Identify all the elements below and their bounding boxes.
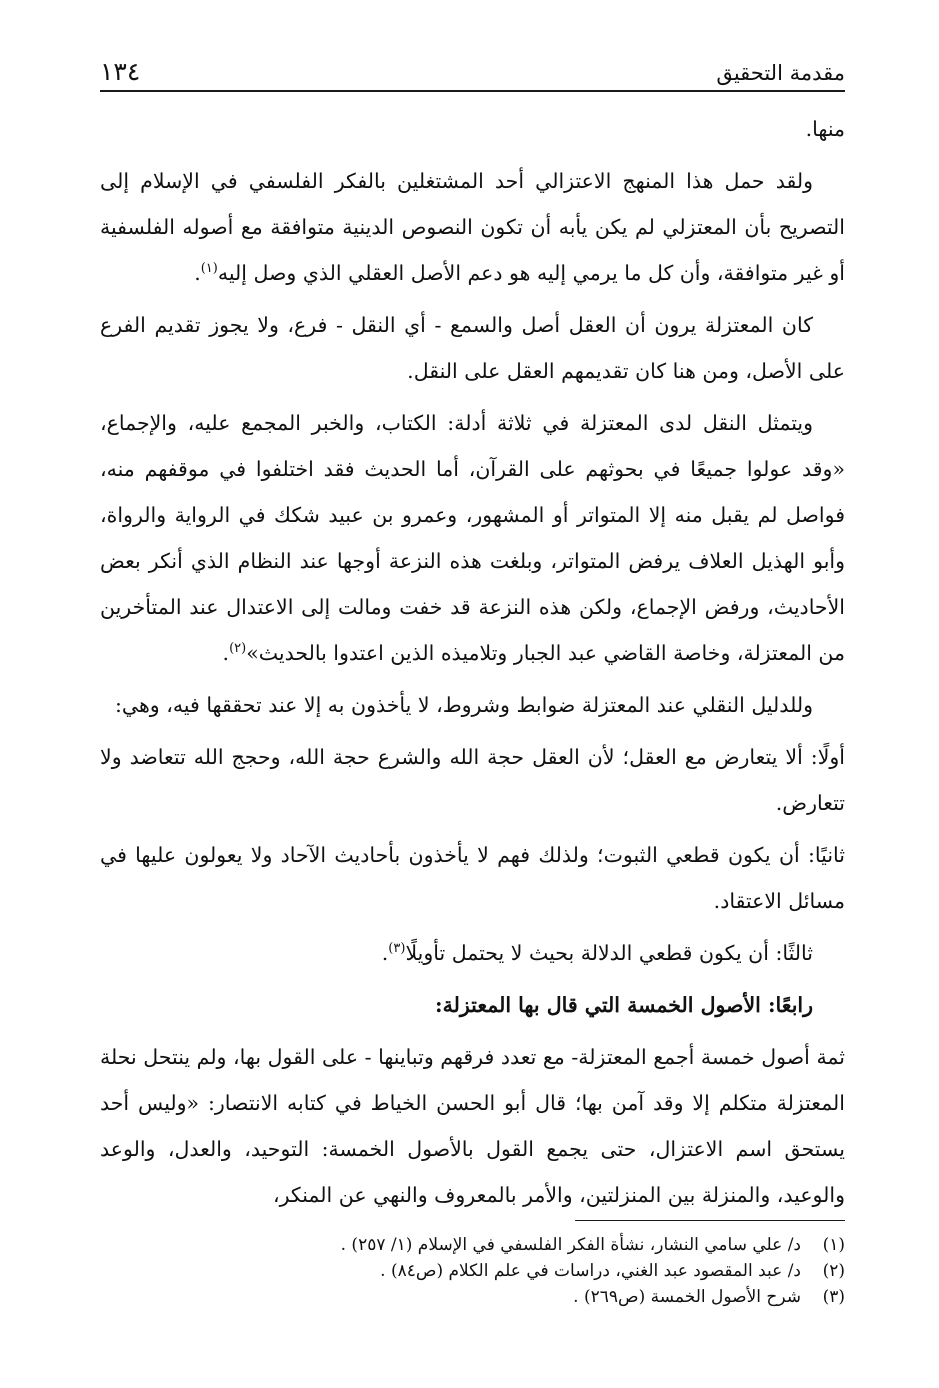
footnote (100, 1232, 845, 1258)
footnote-text: شرح الأصول الخمسة (ص٢٦٩) . (573, 1287, 801, 1307)
running-section-title: مقدمة التحقيق (716, 61, 845, 85)
paragraph: وللدليل النقلي عند المعتزلة ضوابط وشروط، لا يأخذون به إلا عند تحققها فيه، وهي: (114, 693, 813, 717)
footnote (100, 1284, 845, 1310)
footnote-marker: (٣) (822, 1287, 845, 1307)
paragraph: منها. (805, 117, 845, 141)
paragraph: أولًا: ألا يتعارض مع العقل؛ لأن العقل حجة الله والشرع حجة الله، وحجج الله تتعاضد ولا تتعارض. (100, 745, 845, 815)
paragraph: ثمة أصول خمسة أجمع المعتزلة- مع تعدد فرقهم وتباينها - على القول بها، ولم ينتحل نحلة المعتزلة متكلم إلا وقد آمن بها؛ قال أبو الحسن الخياط في كتابه الانتصار: «وليس أحد يستحق اسم الاعتزال، حتى يجمع القول بالأصول الخمسة: التوحيد، والعدل، والوعد والوعيد، والمنزلة بين المنزلتين، والأمر بالمعروف والنهي عن المنكر، (100, 1045, 845, 1207)
page-number: ١٣٤ (100, 57, 141, 86)
paragraph: ثالثًا: أن يكون قطعي الدلالة بحيث لا يحتمل تأويلًا$^{(٣)}$. (381, 941, 813, 965)
footnote-divider (575, 1220, 845, 1221)
footnote (100, 1258, 845, 1284)
footnote-ref: (٣) (388, 941, 406, 957)
footnote-text: د/ علي سامي النشار، نشأة الفكر الفلسفي في الإسلام (١/ ٢٥٧) . (340, 1235, 801, 1255)
paragraph: ولقد حمل هذا المنهج الاعتزالي أحد المشتغلين بالفكر الفلسفي في الإسلام إلى التصريح بأن المعتزلي لم يكن يأبه أن تكون النصوص الدينية متوافقة مع أصوله الفلسفية أو غير متوافقة، وأن كل ما يرمي إليه هو دعم الأصل العقلي الذي وصل إليه$^{(١)}$. (100, 169, 845, 285)
footnote-marker: (١) (822, 1235, 845, 1255)
paragraph: كان المعتزلة يرون أن العقل أصل والسمع - أي النقل - فرع، ولا يجوز تقديم الفرع على الأصل، ومن هنا كان تقديمهم العقل على النقل. (100, 313, 845, 383)
paragraph: ويتمثل النقل لدى المعتزلة في ثلاثة أدلة: الكتاب، والخبر المجمع عليه، والإجماع، «وقد عولوا جميعًا في بحوثهم على القرآن، أما الحديث فقد اختلفوا في موقفهم منه، فواصل لم يقبل منه إلا المتواتر أو المشهور، وعمرو بن عبيد شكك في الرواية والرواة، وأبو الهذيل العلاف يرفض المتواتر، وبلغت هذه النزعة أوجها عند النظام الذي أنكر بعض الأحاديث، ورفض الإجماع، ولكن هذه النزعة قد خفت ومالت إلى الاعتدال عند المتأخرين من المعتزلة، وخاصة القاضي عبد الجبار وتلاميذه الذين اعتدوا بالحديث»$^{(٢)}$. (100, 411, 845, 665)
running-header (100, 40, 845, 92)
book-page (100, 40, 845, 1360)
paragraph: ثانيًا: أن يكون قطعي الثبوت؛ ولذلك فهم لا يأخذون بأحاديث الآحاد ولا يعولون عليها في مسائل الاعتقاد. (100, 843, 845, 913)
section-heading: رابعًا: الأصول الخمسة التي قال بها المعتزلة: (435, 993, 813, 1017)
footnote-text: د/ عبد المقصود عبد الغني، دراسات في علم الكلام (ص٨٤) . (380, 1261, 801, 1281)
footnote-ref: (١) (200, 261, 218, 277)
footnote-ref: (٢) (229, 641, 247, 657)
body-text (100, 106, 845, 1218)
footnote-marker: (٢) (822, 1261, 845, 1281)
footnotes (100, 1232, 845, 1310)
